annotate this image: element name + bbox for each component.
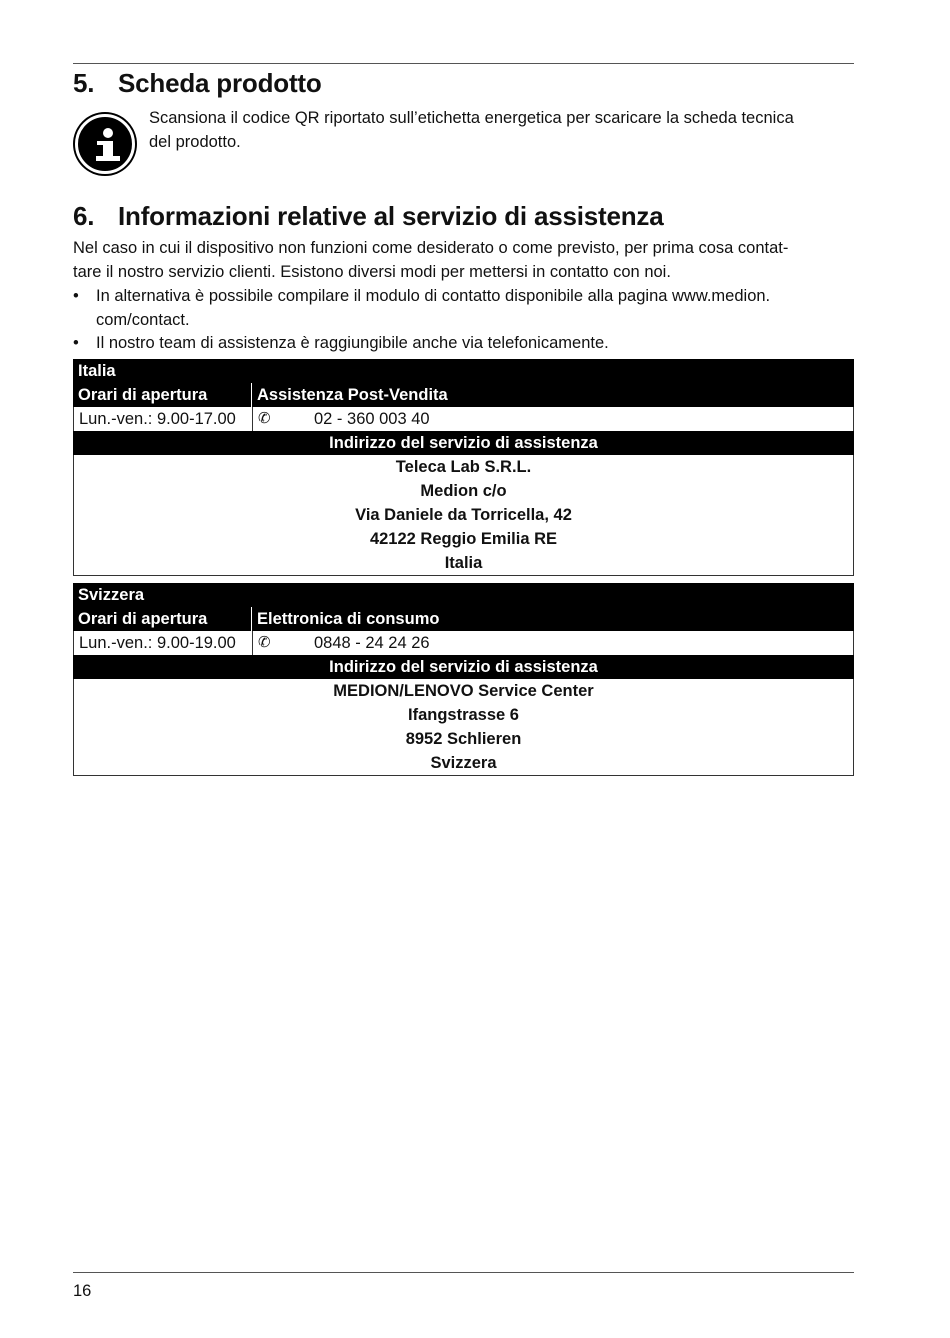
section-5-number: 5. bbox=[73, 68, 95, 98]
opening-hours: Lun.-ven.: 9.00-19.00 bbox=[79, 634, 236, 652]
section-6-number: 6. bbox=[73, 201, 95, 231]
bullet-1-line1: In alternativa è possibile compilare il modulo di contatto disponibile alla pagina www.medion. bbox=[96, 287, 771, 305]
table-row bbox=[73, 631, 854, 655]
address-line: Italia bbox=[444, 554, 483, 572]
section-6-title: Informazioni relative al servizio di assistenza bbox=[118, 201, 664, 231]
address-line: 42122 Reggio Emilia RE bbox=[369, 530, 558, 548]
address-header: Indirizzo del servizio di assistenza bbox=[329, 658, 598, 676]
section-5-text bbox=[149, 107, 849, 154]
country-label: Italia bbox=[78, 362, 116, 380]
section-6-intro bbox=[73, 237, 854, 284]
service-table-svizzera bbox=[73, 583, 854, 776]
service-table-italia bbox=[73, 359, 854, 576]
info-icon bbox=[75, 114, 135, 174]
phone-icon: ✆ bbox=[258, 634, 271, 651]
bullet-symbol: • bbox=[73, 287, 79, 305]
country-label: Svizzera bbox=[78, 586, 145, 604]
section-5-text-line2: del prodotto. bbox=[149, 132, 241, 151]
table-country-row bbox=[73, 359, 854, 383]
table-row bbox=[73, 407, 854, 431]
section-6-heading bbox=[73, 201, 663, 232]
footer-rule bbox=[73, 1272, 854, 1273]
intro-line1: Nel caso in cui il dispositivo non funzioni come desiderato o come previsto, per prima cosa contat- bbox=[73, 239, 789, 257]
hours-header: Orari di apertura bbox=[78, 610, 208, 628]
address-line: Ifangstrasse 6 bbox=[408, 706, 519, 724]
phone-icon: ✆ bbox=[258, 410, 271, 427]
table-header-row bbox=[73, 607, 854, 631]
service-header: Elettronica di consumo bbox=[257, 610, 440, 628]
address-block bbox=[73, 455, 854, 576]
section-5-title: Scheda prodotto bbox=[118, 68, 322, 98]
address-line: Svizzera bbox=[430, 754, 497, 772]
phone-number: 02 - 360 003 40 bbox=[314, 410, 430, 428]
intro-line2: tare il nostro servizio clienti. Esistono diversi modi per mettersi in contatto con noi. bbox=[73, 262, 671, 281]
top-rule bbox=[73, 63, 854, 64]
address-header-row bbox=[73, 655, 854, 679]
bullet-symbol: • bbox=[73, 334, 79, 352]
address-line: Teleca Lab S.R.L. bbox=[395, 458, 532, 476]
bullet-2-line1: Il nostro team di assistenza è raggiungibile anche via telefonicamente. bbox=[96, 334, 609, 352]
opening-hours: Lun.-ven.: 9.00-17.00 bbox=[79, 410, 236, 428]
address-line: MEDION/LENOVO Service Center bbox=[333, 682, 594, 700]
bullet-item-phone bbox=[73, 332, 854, 356]
section-5-heading bbox=[73, 68, 322, 99]
section-5-text-line1: Scansiona il codice QR riportato sull’etichetta energetica per scaricare la scheda tecnica bbox=[149, 109, 794, 127]
address-header: Indirizzo del servizio di assistenza bbox=[329, 434, 598, 452]
page-number: 16 bbox=[73, 1282, 92, 1300]
phone-number: 0848 - 24 24 26 bbox=[314, 634, 430, 652]
address-line: Medion c/o bbox=[420, 482, 507, 500]
bullet-1-line2: com/contact. bbox=[96, 310, 190, 329]
service-header: Assistenza Post-Vendita bbox=[257, 386, 448, 404]
table-header-row bbox=[73, 383, 854, 407]
hours-header: Orari di apertura bbox=[78, 386, 208, 404]
address-line: 8952 Schlieren bbox=[405, 730, 522, 748]
address-line: Via Daniele da Torricella, 42 bbox=[355, 506, 572, 524]
address-header-row bbox=[73, 431, 854, 455]
address-block bbox=[73, 679, 854, 776]
bullet-item-contact-form bbox=[73, 285, 854, 333]
table-country-row bbox=[73, 583, 854, 607]
